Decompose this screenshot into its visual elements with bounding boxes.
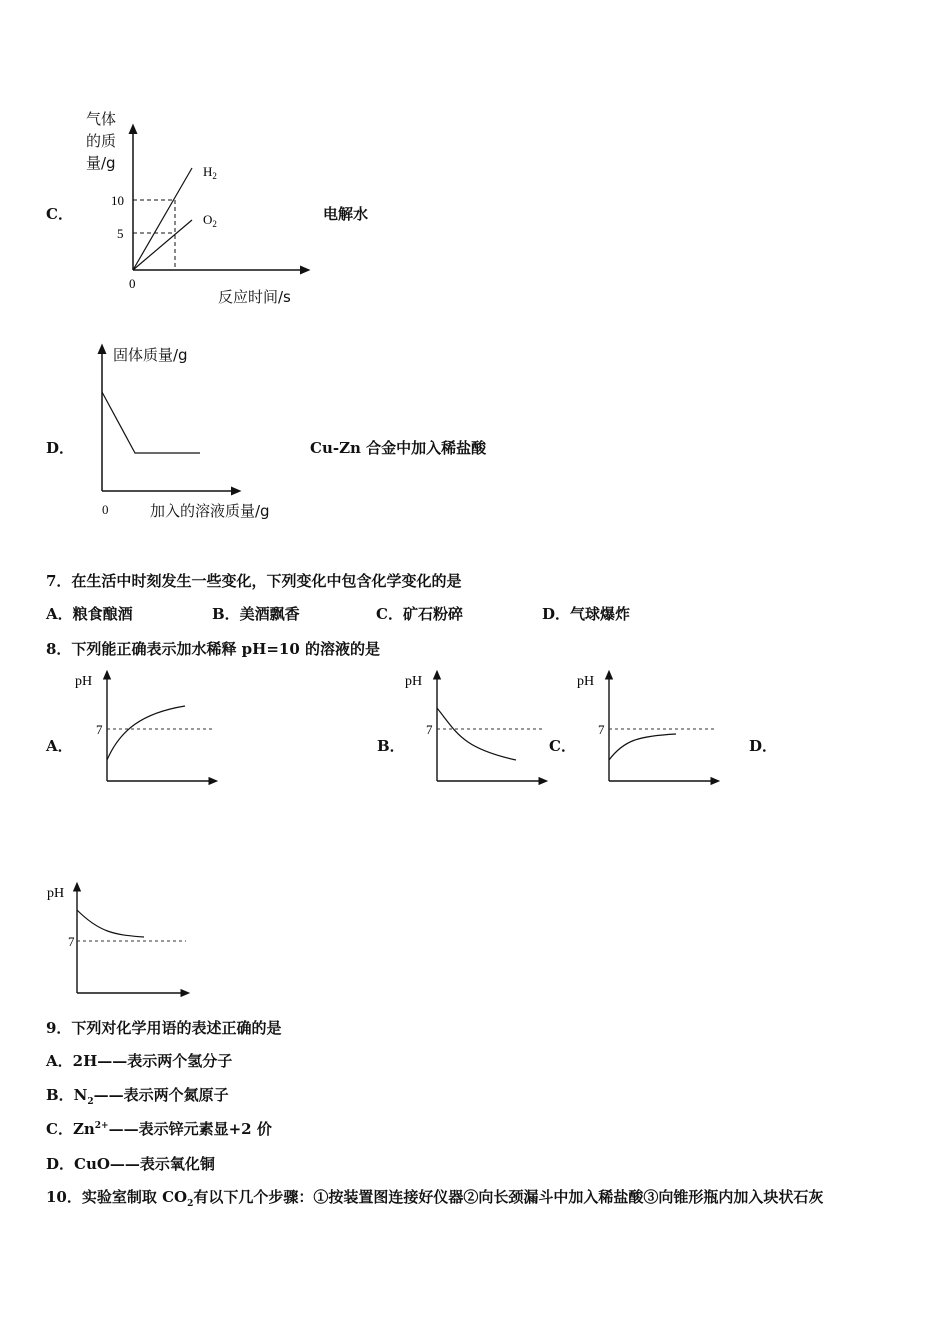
graph-c-ylabel-line1: 气体 bbox=[86, 110, 117, 128]
q7-option-b: B．美酒飘香 bbox=[212, 605, 300, 623]
graph-c-o2-line bbox=[133, 220, 192, 270]
q8-option-d: D． bbox=[749, 737, 778, 755]
graph-c-ylabel-line3: 量/g bbox=[86, 154, 116, 172]
graph-d-origin: 0 bbox=[102, 502, 109, 517]
q8-graph-a-ref-label: 7 bbox=[96, 722, 103, 737]
graph-c-o2-label: $O_2$ bbox=[203, 212, 217, 229]
option-d-label: D． bbox=[46, 439, 75, 457]
q8-graph-d-ylabel: pH bbox=[47, 886, 65, 901]
q9-option-c: C．$Zn^{2+}——$表示锌元素显+2 价 bbox=[46, 1120, 272, 1138]
q8-graph-b bbox=[402, 668, 552, 793]
graph-c-caption: 电解水 bbox=[323, 205, 369, 223]
q8-graph-d bbox=[44, 880, 194, 1005]
graph-d-caption: Cu-Zn 合金中加入稀盐酸 bbox=[310, 439, 487, 457]
q7-option-d: D．气球爆炸 bbox=[542, 605, 631, 623]
q7-option-c: C．矿石粉碎 bbox=[376, 605, 463, 623]
q8-graph-d-curve bbox=[77, 910, 144, 937]
graph-c-tick-10: 10 bbox=[111, 193, 124, 208]
q9-stem: 9．下列对化学用语的表述正确的是 bbox=[46, 1019, 282, 1037]
graph-d-curve bbox=[102, 392, 200, 453]
option-c-label: C． bbox=[46, 205, 73, 223]
q8-option-c: C． bbox=[549, 737, 576, 755]
q8-option-a: A． bbox=[46, 737, 73, 755]
q8-graph-c-ylabel: pH bbox=[577, 674, 595, 689]
q8-graph-b-curve bbox=[437, 708, 516, 760]
graph-c-origin: 0 bbox=[129, 276, 136, 291]
q8-graph-c bbox=[574, 668, 724, 793]
q10-stem: 10．实验室制取 $CO_2$有以下几个步骤：①按装置图连接好仪器②向长颈漏斗中加入稀盐酸③向锥形瓶内加入块状石灰 bbox=[46, 1188, 824, 1209]
q8-graph-a-curve bbox=[107, 706, 185, 760]
q9-option-d: D．CuO——表示氧化铜 bbox=[46, 1155, 215, 1173]
q8-graph-c-curve bbox=[609, 734, 676, 760]
graph-d-ylabel: 固体质量/g bbox=[113, 346, 188, 364]
q7-stem: 7．在生活中时刻发生一些变化，下列变化中包含化学变化的是 bbox=[46, 572, 462, 590]
graph-c-xlabel: 反应时间/s bbox=[218, 288, 291, 306]
q8-option-b: B． bbox=[377, 737, 405, 755]
q8-graph-a-ylabel: pH bbox=[75, 674, 93, 689]
q8-graph-c-ref-label: 7 bbox=[598, 722, 605, 737]
graph-c-h2-line bbox=[133, 168, 192, 270]
q9-option-b: B．$N_2——$表示两个氮原子 bbox=[46, 1086, 229, 1107]
graph-c-ylabel-line2: 的质 bbox=[86, 132, 117, 150]
q7-option-a: A．粮食酿酒 bbox=[46, 605, 133, 623]
q8-graph-a bbox=[72, 668, 222, 793]
graph-d-xlabel: 加入的溶液质量/g bbox=[150, 502, 270, 520]
graph-c-h2-label: $H_2$ bbox=[203, 164, 217, 181]
q8-stem: 8．下列能正确表示加水稀释 pH=10 的溶液的是 bbox=[46, 640, 380, 658]
q8-graph-b-ylabel: pH bbox=[405, 674, 423, 689]
q8-graph-d-ref-label: 7 bbox=[68, 934, 75, 949]
q8-graph-b-ref-label: 7 bbox=[426, 722, 433, 737]
q9-option-a: A．2H——表示两个氢分子 bbox=[46, 1052, 233, 1070]
graph-c-tick-5: 5 bbox=[117, 226, 124, 241]
graph-c-electrolysis bbox=[100, 120, 320, 310]
